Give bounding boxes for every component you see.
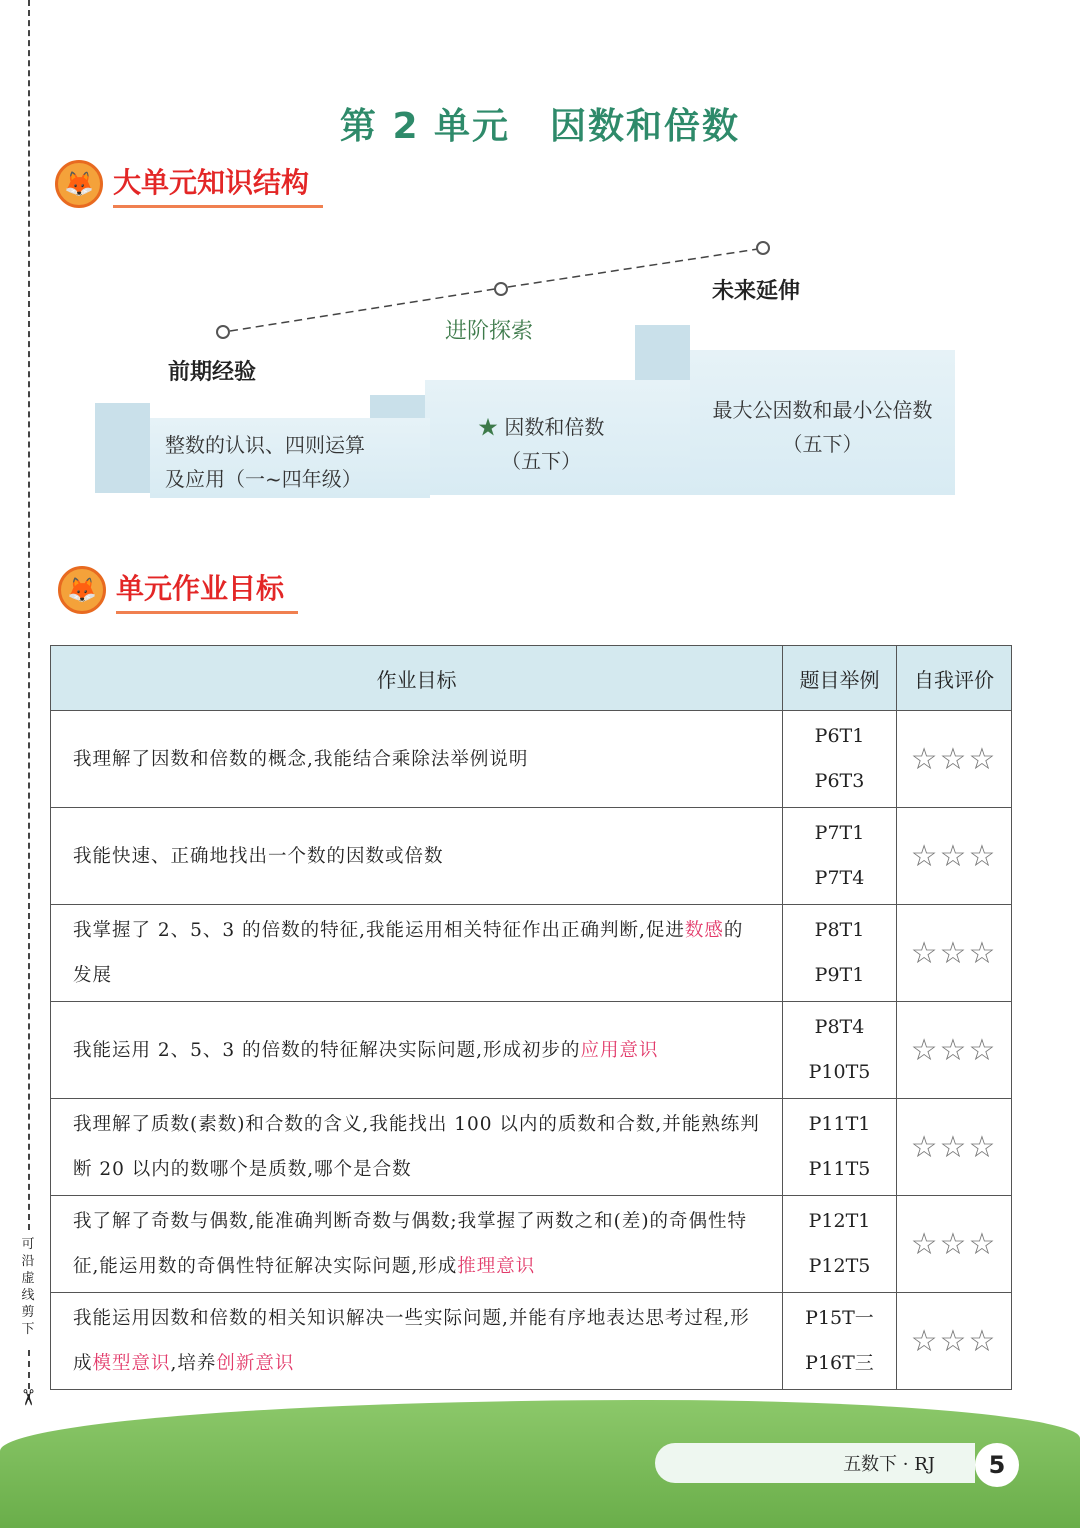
star-icon: ★ <box>478 415 498 439</box>
goal-text: 的发展 <box>73 920 744 986</box>
table-row <box>51 1099 1012 1196</box>
table-row <box>51 905 1012 1002</box>
goal-cell <box>51 808 783 905</box>
examples-cell <box>783 1293 897 1390</box>
star-rating-icon[interactable]: ☆☆☆ <box>897 1099 1012 1196</box>
highlight-term: 数感 <box>684 920 724 941</box>
example-ref: P7T4 <box>814 867 865 889</box>
goal-text: ,培养 <box>170 1353 217 1374</box>
fox-mascot-icon: 🦊 <box>58 566 106 614</box>
example-ref: P16T三 <box>805 1352 874 1374</box>
star-rating-icon[interactable]: ☆☆☆ <box>897 905 1012 1002</box>
section-title: 单元作业目标 <box>116 567 298 614</box>
advanced-text: （五下） <box>501 449 582 473</box>
page-number: 5 <box>975 1443 1019 1487</box>
highlight-term: 模型意识 <box>92 1353 171 1374</box>
scissors-icon: ✂ <box>14 1388 40 1407</box>
topic-label: 因数和倍数 <box>550 106 741 147</box>
goal-text: 我掌握了 2、5、3 的倍数的特征,我能运用相关特征作出正确判断,促进 <box>73 920 685 941</box>
header-examples: 题目举例 <box>783 646 897 711</box>
future-text: 最大公因数和最小公倍数 <box>712 398 933 422</box>
example-ref: P9T1 <box>814 964 865 986</box>
header-goal: 作业目标 <box>51 646 783 711</box>
unit-label: 第 2 单元 <box>339 106 511 147</box>
star-rating-icon[interactable]: ☆☆☆ <box>897 711 1012 808</box>
star-rating-icon[interactable]: ☆☆☆ <box>897 1293 1012 1390</box>
header-self-eval: 自我评价 <box>897 646 1012 711</box>
example-ref: P15T一 <box>805 1307 874 1329</box>
node-dot <box>494 282 508 296</box>
goal-text: 我能运用因数和倍数的相关知识解决一些实际问题,并能有序地表达思考过程,形成 <box>73 1308 750 1374</box>
highlight-term: 创新意识 <box>216 1353 295 1374</box>
table-row <box>51 1002 1012 1099</box>
goals-table <box>50 645 1012 1390</box>
examples-cell <box>783 1099 897 1196</box>
fox-mascot-icon: 🦊 <box>55 160 103 208</box>
goal-text: 我理解了因数和倍数的概念,我能结合乘除法举例说明 <box>73 748 529 770</box>
goal-text: 我能快速、正确地找出一个数的因数或倍数 <box>73 845 444 867</box>
star-rating-icon[interactable]: ☆☆☆ <box>897 1196 1012 1293</box>
node-dot <box>216 325 230 339</box>
star-rating-icon[interactable]: ☆☆☆ <box>897 1002 1012 1099</box>
goal-cell <box>51 1099 783 1196</box>
highlight-term: 应用意识 <box>580 1039 659 1061</box>
footer-book: 五数下 · RJ <box>655 1443 975 1483</box>
goal-text: 我理解了质数(素数)和合数的含义,我能找出 100 以内的质数和合数,并能熟练判断 20 以内的数哪个是质数,哪个是合数 <box>73 1114 760 1180</box>
example-ref: P6T1 <box>814 725 865 747</box>
example-ref: P8T4 <box>814 1016 865 1038</box>
prior-text: 及应用（一~四年级） <box>165 467 362 491</box>
examples-cell <box>783 711 897 808</box>
table-row <box>51 711 1012 808</box>
section-title: 大单元知识结构 <box>113 161 323 208</box>
step-side <box>635 325 690 385</box>
goal-cell <box>51 1196 783 1293</box>
prior-text: 整数的认识、四则运算 <box>165 433 365 457</box>
goal-cell <box>51 1293 783 1390</box>
example-ref: P8T1 <box>814 919 865 941</box>
star-rating-icon[interactable]: ☆☆☆ <box>897 808 1012 905</box>
table-row <box>51 1196 1012 1293</box>
advanced-text: 因数和倍数 <box>504 415 605 439</box>
example-ref: P11T1 <box>808 1113 871 1135</box>
example-ref: P12T5 <box>808 1255 871 1277</box>
example-ref: P7T1 <box>814 822 865 844</box>
step-side <box>95 403 150 493</box>
examples-cell <box>783 905 897 1002</box>
example-ref: P6T3 <box>814 770 865 792</box>
highlight-term: 推理意识 <box>457 1256 536 1277</box>
example-ref: P12T1 <box>808 1210 871 1232</box>
examples-cell <box>783 1196 897 1293</box>
future-text: （五下） <box>782 432 863 456</box>
node-dot <box>756 241 770 255</box>
section-header <box>58 566 298 614</box>
prior-label: 前期经验 <box>168 360 257 385</box>
advanced-label: 进阶探索 <box>445 319 534 344</box>
table-row <box>51 1293 1012 1390</box>
goal-cell <box>51 711 783 808</box>
goal-cell <box>51 905 783 1002</box>
future-label: 未来延伸 <box>712 279 801 304</box>
cut-note: 可沿虚线剪下 <box>21 1237 35 1337</box>
examples-cell <box>783 808 897 905</box>
example-ref: P10T5 <box>808 1061 871 1083</box>
examples-cell <box>783 1002 897 1099</box>
goal-text: 我能运用 2、5、3 的倍数的特征解决实际问题,形成初步的 <box>73 1039 581 1061</box>
table-row <box>51 808 1012 905</box>
example-ref: P11T5 <box>808 1158 871 1180</box>
goal-cell <box>51 1002 783 1099</box>
goal-text: 我了解了奇数与偶数,能准确判断奇数与偶数;我掌握了两数之和(差)的奇偶性特征,能运用数的奇偶性特征解决实际问题,形成 <box>73 1211 748 1277</box>
